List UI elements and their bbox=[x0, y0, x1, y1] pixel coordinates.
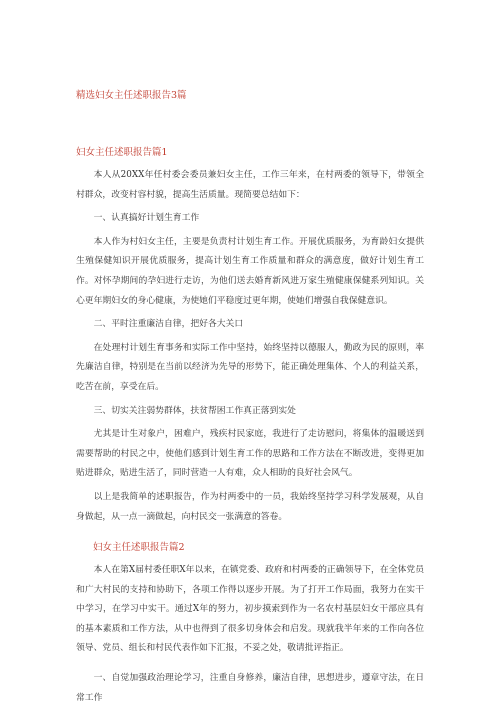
section-1-paragraph-3: 尤其是计生对象户，困难户，残疾村民家庭，我进行了走访慰问，将集体的温暖送到需要帮助的村民之中，使他们感到计划生育工作的思路和工作方法在不断改进，变得更加贴进群众，贴进生活了，同时营造一人有难，众人相助的良好社会风气。 bbox=[76, 429, 424, 479]
document-title: 精选妇女主任述职报告3篇 bbox=[76, 90, 187, 101]
section-1-heading-1: 一、认真搞好计划生育工作 bbox=[93, 213, 200, 224]
document-body bbox=[76, 146, 424, 707]
section-1-paragraph-2: 在处理村计划生育事务和实际工作中坚持，始终坚持以德服人，勤政为民的原则，率先廉洁自律，特别是在当前以经济为先导的形势下，能正确处理集体、个人的利益关系，吃苦在前，享受在后。 bbox=[76, 342, 424, 392]
section-1-heading-3: 三、切实关注弱势群体，扶贫帮困工作真正落到实处 bbox=[93, 405, 296, 416]
section-1-paragraph-1: 本人作为村妇女主任，主要是负责村计划生育工作。开展优质服务，为育龄妇女提供生殖保健知识开展优质服务，提高计划生育工作质量和群众的满意度，做好计划生育工作。对怀孕期间的孕妇进行走访，为他们送去婚育新风进万家生殖健康保健系列知识。关心更年期妇女的身心健康，为使她们平稳度过更年期，使她们增强自我保健意识。 bbox=[76, 236, 424, 306]
section-2-intro: 本人在第X届村委任职X年以来，在镇党委、政府和村两委的正确领导下，在全体党员和广大村民的支持和协助下，各项工作得以逐步开展。为了打开工作局面，我努力在实干中学习，在学习中实干。通过X年的努力，初步摸索到作为一名农村基层妇女干部应具有的基本素质和工作方法，从中也得到了很多切身体会和启发。现就我半年来的工作向各位领导、党员、组长和村民代表作如下汇报，不妥之处，敬请批评指正。 bbox=[76, 565, 424, 654]
section-1-title: 妇女主任述职报告篇1 bbox=[76, 147, 168, 158]
section-1-heading-2: 二、平时注重廉洁自律，把好各大关口 bbox=[93, 319, 244, 330]
section-1-intro: 本人从20XX年任村委会委员兼妇女主任，工作三年来，在村两委的领导下，带领全村群众，改变村容村貌，提高生活质量。现简要总结如下： bbox=[76, 170, 424, 200]
section-2-heading-1: 一、自觉加强政治理论学习，注重自身修养，廉洁自律，思想进步，遵章守法，在日常工作 bbox=[76, 673, 424, 703]
section-2-title: 妇女主任述职报告篇2 bbox=[93, 542, 185, 554]
section-1-closing: 以上是我简单的述职报告，作为村两委中的一员，我始终坚持学习科学发展观，从自身做起，从一点一滴做起，向村民交一张满意的答卷。 bbox=[76, 491, 424, 522]
